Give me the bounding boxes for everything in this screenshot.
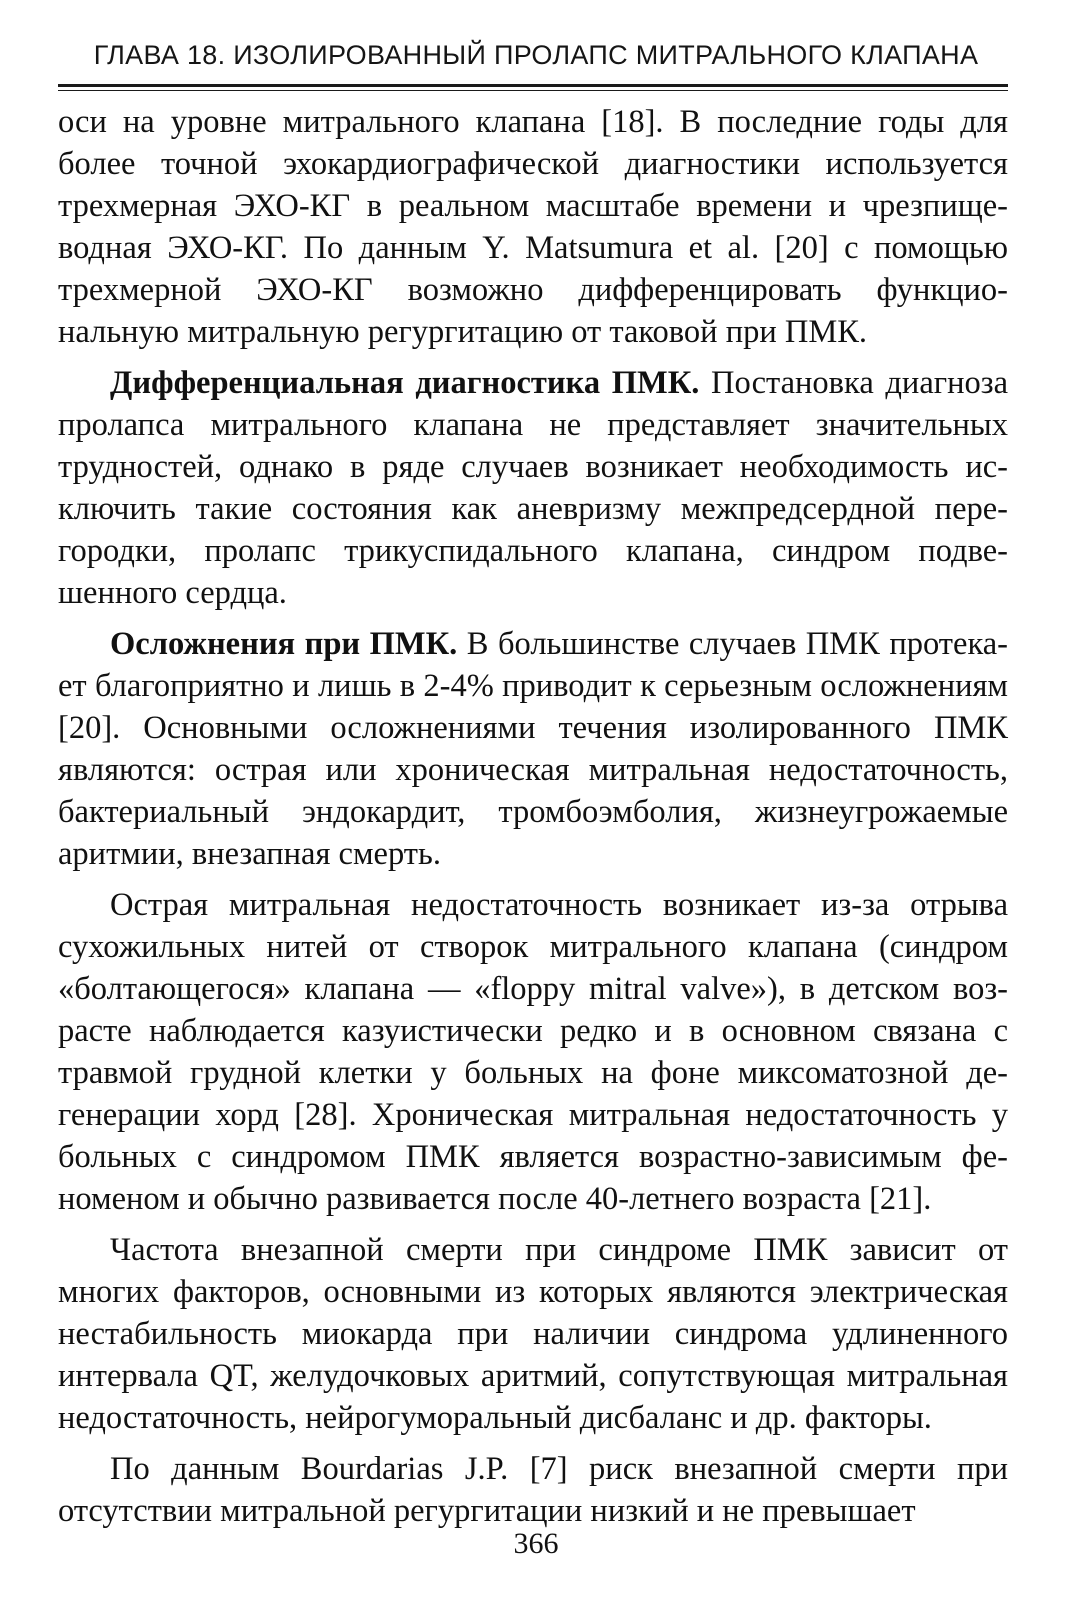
header-rule-thin — [58, 90, 1008, 91]
paragraph-text: оси на уровне митрального клапана [18]. В последние годы для более точной эхокардиографической диагностики используется трехмерная ЭХО-КГ в реальном масштабе времени и чрезпищеводная ЭХО-КГ. По данным Y. Matsumura et al. [20] с помощью трехмерной ЭХО-КГ возможно дифференцировать функциональную митральную регургитацию от таковой при ПМК. — [58, 104, 1008, 350]
header-rule-thick — [58, 84, 1008, 87]
paragraph-text: Острая митральная недостаточность возникает из-за отрыва сухожильных нитей от створок митрального клапана (синдром «болтающегося» клапана — «floppy mitral valve»), в детском возрасте наблюдается казуистически редко и в основном связана с травмой грудной клетки у больных на фоне миксоматозной дегенерации хорд [28]. Хроническая митральная недостаточность у больных с синдромом ПМК является возрастно-зависимым феноменом и обычно развивается после 40-летнего возраста [21]. — [58, 887, 1008, 1217]
paragraph-sudden-death-frequency — [58, 1229, 1008, 1439]
paragraph-complications — [58, 623, 1008, 875]
paragraph-acute-regurgitation — [58, 884, 1008, 1220]
paragraph-1 — [58, 101, 1008, 353]
paragraph-bourdarias — [58, 1448, 1008, 1532]
page-number: 366 — [513, 1527, 559, 1560]
paragraph-text: По данным Bourdarias J.P. [7] риск внезапной смерти при отсутствии митральной регургитации низкий и не превышает — [58, 1451, 1008, 1529]
running-header: ГЛАВА 18. ИЗОЛИРОВАННЫЙ ПРОЛАПС МИТРАЛЬНОГО КЛАПАНА — [93, 40, 979, 70]
paragraph-heading: Дифференциальная диагностика ПМК. — [110, 365, 700, 401]
paragraph-text: Частота внезапной смерти при синдроме ПМК зависит от многих факторов, основными из которых являются электрическая нестабильность миокарда при наличии синдрома удлиненного интервала QT, желудочковых аритмий, сопутствующая митральная недостаточность, нейрогуморальный дисбаланс и др. факторы. — [58, 1232, 1008, 1436]
paragraph-text: В большинстве случаев ПМК протекает благоприятно и лишь в 2-4% приводит к серьезным осложнениям [20]. Основными осложнениями течения изолированного ПМК являются: острая или хроническая митральная недостаточность, бактериальный эндокардит, тромбоэмболия, жизнеугрожаемые аритмии, внезапная смерть. — [58, 626, 1008, 872]
body-text — [58, 101, 1008, 1541]
paragraph-text: Постановка диагноза пролапса митрального клапана не представляет значительных трудностей, однако в ряде случаев возникает необходимость исключить такие состояния как аневризму межпредсердной перегородки, пролапс трикуспидального клапана, синдром подвешенного сердца. — [58, 365, 1008, 611]
paragraph-heading: Осложнения при ПМК. — [110, 626, 458, 662]
paragraph-differential-diagnosis — [58, 362, 1008, 614]
